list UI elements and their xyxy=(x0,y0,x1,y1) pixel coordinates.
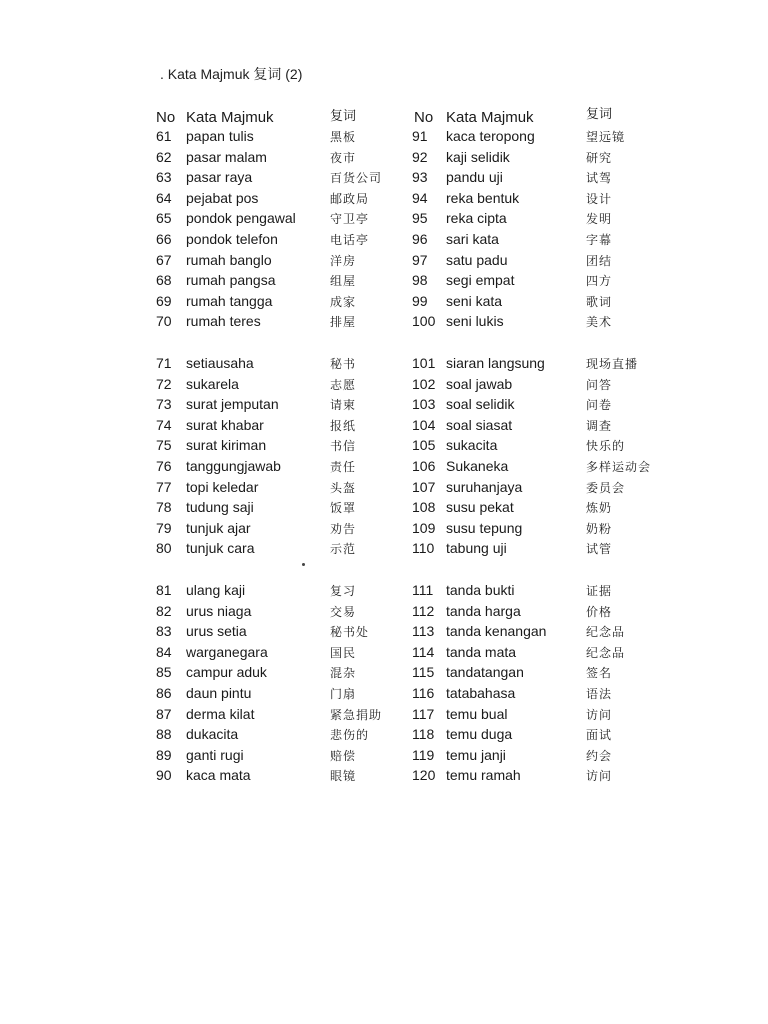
chinese-translation: 奶粉 xyxy=(586,521,613,536)
row-number: 62 xyxy=(156,148,172,165)
malay-compound-word: temu duga xyxy=(446,726,513,743)
table-row xyxy=(156,706,396,726)
malay-compound-word: soal selidik xyxy=(446,396,515,413)
malay-compound-word: daun pintu xyxy=(186,685,252,701)
row-number: 92 xyxy=(412,148,428,165)
row-number: 116 xyxy=(412,685,435,701)
chinese-translation: 成家 xyxy=(330,294,357,309)
row-number: 104 xyxy=(412,416,436,433)
chinese-translation: 现场直播 xyxy=(586,357,639,371)
malay-compound-word: kaji selidik xyxy=(446,148,510,165)
malay-compound-word: temu janji xyxy=(446,746,506,763)
chinese-translation: 多样运动会 xyxy=(586,460,652,474)
table-row xyxy=(156,190,396,210)
header-word-right: Kata Majmuk xyxy=(446,109,534,126)
malay-compound-word: tudung saji xyxy=(186,499,254,516)
row-number: 100 xyxy=(412,313,436,330)
malay-compound-word: sukacita xyxy=(446,437,498,454)
malay-compound-word: segi empat xyxy=(446,272,515,289)
malay-compound-word: soal siasat xyxy=(446,416,513,433)
chinese-translation: 面试 xyxy=(586,728,613,743)
chinese-translation: 设计 xyxy=(586,191,613,206)
row-number: 74 xyxy=(156,416,172,433)
malay-compound-word: rumah tangga xyxy=(186,292,273,309)
table-row xyxy=(156,272,396,292)
row-number: 87 xyxy=(156,705,172,722)
malay-compound-word: tanda bukti xyxy=(446,582,515,598)
table-row xyxy=(412,623,662,643)
chinese-translation: 团结 xyxy=(586,253,613,268)
malay-compound-word: tanda kenangan xyxy=(446,623,547,640)
table-row xyxy=(156,664,396,684)
malay-compound-word: topi keledar xyxy=(186,478,259,495)
table-row xyxy=(412,458,662,478)
malay-compound-word: surat khabar xyxy=(186,416,264,433)
row-number: 69 xyxy=(156,292,172,309)
table-row xyxy=(412,706,662,726)
page-title: . Kata Majmuk 复词 (2) xyxy=(160,66,303,82)
table-row xyxy=(412,293,662,313)
malay-compound-word: urus niaga xyxy=(186,602,252,619)
row-number: 110 xyxy=(412,540,435,557)
row-number: 93 xyxy=(412,169,428,186)
malay-compound-word: pasar malam xyxy=(186,148,267,165)
chinese-translation: 悲伤的 xyxy=(330,728,370,743)
table-row xyxy=(412,417,662,437)
chinese-translation: 百货公司 xyxy=(330,171,383,186)
table-row xyxy=(412,479,662,499)
table-row xyxy=(412,355,662,375)
row-number: 118 xyxy=(412,726,435,743)
row-number: 90 xyxy=(156,767,172,784)
chinese-translation: 黑板 xyxy=(330,130,357,144)
table-row xyxy=(156,685,396,705)
row-number: 108 xyxy=(412,499,436,516)
row-number: 61 xyxy=(156,128,172,144)
table-row xyxy=(412,190,662,210)
table-row xyxy=(156,747,396,767)
malay-compound-word: satu padu xyxy=(446,251,508,268)
malay-compound-word: derma kilat xyxy=(186,705,255,722)
row-number: 64 xyxy=(156,189,172,206)
row-number: 63 xyxy=(156,169,172,186)
malay-compound-word: dukacita xyxy=(186,726,239,743)
table-row xyxy=(156,644,396,664)
chinese-translation: 发明 xyxy=(586,212,613,227)
table-row xyxy=(412,747,662,767)
malay-compound-word: seni kata xyxy=(446,292,503,309)
row-number: 67 xyxy=(156,251,172,268)
row-number: 111 xyxy=(412,582,434,598)
table-row xyxy=(412,767,662,787)
malay-compound-word: ulang kaji xyxy=(186,582,246,598)
table-row xyxy=(156,437,396,457)
malay-compound-word: setiausaha xyxy=(186,355,254,371)
table-row xyxy=(412,582,662,602)
chinese-translation: 紧急捐助 xyxy=(330,707,383,722)
table-row xyxy=(156,458,396,478)
header-cn-left: 复词 xyxy=(330,108,357,123)
malay-compound-word: campur aduk xyxy=(186,664,267,681)
malay-compound-word: tanda harga xyxy=(446,602,521,619)
chinese-translation: 志愿 xyxy=(330,377,357,392)
malay-compound-word: papan tulis xyxy=(186,128,254,144)
row-number: 71 xyxy=(156,355,172,371)
chinese-translation: 书信 xyxy=(330,439,357,454)
chinese-translation: 研究 xyxy=(586,150,613,165)
row-number: 113 xyxy=(412,623,435,640)
malay-compound-word: rumah pangsa xyxy=(186,272,276,289)
chinese-translation: 价格 xyxy=(586,604,613,619)
row-number: 95 xyxy=(412,210,428,227)
row-number: 98 xyxy=(412,272,428,289)
chinese-translation: 调查 xyxy=(586,418,613,433)
malay-compound-word: pondok pengawal xyxy=(186,210,296,227)
malay-compound-word: pasar raya xyxy=(186,169,253,186)
table-row xyxy=(156,293,396,313)
chinese-translation: 请柬 xyxy=(330,398,357,413)
table-row xyxy=(412,128,662,148)
table-row xyxy=(156,169,396,189)
row-number: 65 xyxy=(156,210,172,227)
chinese-translation: 证据 xyxy=(586,584,613,598)
chinese-translation: 快乐的 xyxy=(586,439,626,454)
malay-compound-word: pejabat pos xyxy=(186,189,259,206)
row-number: 88 xyxy=(156,726,172,743)
table-row xyxy=(156,520,396,540)
malay-compound-word: urus setia xyxy=(186,623,247,640)
malay-compound-word: warganegara xyxy=(186,643,268,660)
row-number: 72 xyxy=(156,375,172,392)
table-row xyxy=(156,603,396,623)
malay-compound-word: sukarela xyxy=(186,375,239,392)
chinese-translation: 报纸 xyxy=(330,418,357,433)
chinese-translation: 访问 xyxy=(586,769,613,784)
malay-compound-word: tatabahasa xyxy=(446,685,516,701)
table-row xyxy=(156,128,396,148)
row-number: 115 xyxy=(412,664,435,681)
table-row xyxy=(156,396,396,416)
malay-compound-word: temu ramah xyxy=(446,767,521,784)
row-number: 120 xyxy=(412,767,436,784)
chinese-translation: 眼镜 xyxy=(330,769,357,784)
row-number: 107 xyxy=(412,478,436,495)
table-row xyxy=(156,313,396,333)
malay-compound-word: tunjuk cara xyxy=(186,540,255,557)
table-row xyxy=(156,376,396,396)
row-number: 75 xyxy=(156,437,172,454)
row-number: 80 xyxy=(156,540,172,557)
table-row xyxy=(412,520,662,540)
header-no-right: No xyxy=(414,109,434,126)
chinese-translation: 夜市 xyxy=(330,150,357,165)
malay-compound-word: tandatangan xyxy=(446,664,524,681)
chinese-translation: 语法 xyxy=(586,687,613,701)
malay-compound-word: sari kata xyxy=(446,231,499,247)
row-number: 103 xyxy=(412,396,436,413)
chinese-translation: 劝告 xyxy=(330,521,357,536)
malay-compound-word: tunjuk ajar xyxy=(186,519,251,536)
malay-compound-word: surat kiriman xyxy=(186,437,267,454)
row-number: 85 xyxy=(156,664,172,681)
chinese-translation: 问卷 xyxy=(586,398,613,413)
malay-compound-word: soal jawab xyxy=(446,375,513,392)
malay-compound-word: temu bual xyxy=(446,705,508,722)
table-row xyxy=(412,252,662,272)
chinese-translation: 炼奶 xyxy=(586,501,613,516)
row-number: 68 xyxy=(156,272,172,289)
table-row xyxy=(412,272,662,292)
malay-compound-word: surat jemputan xyxy=(186,396,279,413)
malay-compound-word: reka cipta xyxy=(446,210,507,227)
table-row xyxy=(412,149,662,169)
chinese-translation: 邮政局 xyxy=(330,191,370,206)
row-number: 109 xyxy=(412,519,436,536)
chinese-translation: 门扇 xyxy=(330,687,357,701)
chinese-translation: 电话亭 xyxy=(330,233,370,247)
chinese-translation: 问答 xyxy=(586,377,613,392)
table-row xyxy=(156,623,396,643)
malay-compound-word: tabung uji xyxy=(446,540,507,557)
chinese-translation: 秘书 xyxy=(330,357,357,371)
chinese-translation: 纪念品 xyxy=(586,645,626,660)
table-row xyxy=(156,499,396,519)
row-number: 119 xyxy=(412,746,435,763)
table-row xyxy=(412,210,662,230)
chinese-translation: 饭罩 xyxy=(330,501,357,516)
malay-compound-word: Sukaneka xyxy=(446,458,509,474)
table-row xyxy=(156,149,396,169)
row-number: 102 xyxy=(412,375,436,392)
table-row xyxy=(412,499,662,519)
malay-compound-word: seni lukis xyxy=(446,313,504,330)
malay-compound-word: pondok telefon xyxy=(186,231,278,247)
chinese-translation: 排屋 xyxy=(330,315,357,330)
chinese-translation: 守卫亭 xyxy=(330,212,370,227)
chinese-translation: 混杂 xyxy=(330,666,357,681)
table-row xyxy=(156,210,396,230)
chinese-translation: 组屋 xyxy=(330,274,357,289)
row-number: 106 xyxy=(412,458,436,474)
row-number: 86 xyxy=(156,685,172,701)
row-number: 105 xyxy=(412,437,436,454)
row-number: 112 xyxy=(412,602,435,619)
chinese-translation: 交易 xyxy=(330,604,357,619)
malay-compound-word: kaca mata xyxy=(186,767,251,784)
chinese-translation: 纪念品 xyxy=(586,625,626,640)
chinese-translation: 委员会 xyxy=(586,480,626,495)
malay-compound-word: tanda mata xyxy=(446,643,517,660)
chinese-translation: 头盔 xyxy=(330,480,357,495)
row-number: 77 xyxy=(156,478,172,495)
table-row xyxy=(412,231,662,251)
table-row xyxy=(412,437,662,457)
malay-compound-word: pandu uji xyxy=(446,169,503,186)
row-number: 70 xyxy=(156,313,172,330)
row-number: 101 xyxy=(412,355,436,371)
malay-compound-word: susu pekat xyxy=(446,499,514,516)
row-number: 114 xyxy=(412,643,435,660)
table-row xyxy=(412,644,662,664)
table-row xyxy=(412,685,662,705)
row-number: 82 xyxy=(156,602,172,619)
chinese-translation: 歌词 xyxy=(586,294,613,309)
chinese-translation: 洋房 xyxy=(330,253,357,268)
malay-compound-word: suruhanjaya xyxy=(446,478,523,495)
malay-compound-word: rumah banglo xyxy=(186,251,272,268)
chinese-translation: 美术 xyxy=(586,315,613,330)
malay-compound-word: kaca teropong xyxy=(446,128,535,144)
row-number: 99 xyxy=(412,292,428,309)
malay-compound-word: tanggungjawab xyxy=(186,458,281,474)
row-number: 84 xyxy=(156,643,172,660)
table-row xyxy=(156,355,396,375)
row-number: 83 xyxy=(156,623,172,640)
chinese-translation: 试驾 xyxy=(586,171,613,186)
row-number: 66 xyxy=(156,231,172,247)
chinese-translation: 责任 xyxy=(330,460,357,474)
chinese-translation: 签名 xyxy=(586,666,613,681)
table-row xyxy=(156,726,396,746)
table-row xyxy=(156,582,396,602)
malay-compound-word: reka bentuk xyxy=(446,189,520,206)
stray-dot xyxy=(302,563,305,566)
header-word-left: Kata Majmuk xyxy=(186,109,274,126)
chinese-translation: 示范 xyxy=(330,542,357,557)
table-row xyxy=(412,726,662,746)
table-row xyxy=(156,417,396,437)
malay-compound-word: susu tepung xyxy=(446,519,523,536)
chinese-translation: 访问 xyxy=(586,707,613,722)
malay-compound-word: siaran langsung xyxy=(446,355,545,371)
table-row xyxy=(412,603,662,623)
chinese-translation: 国民 xyxy=(330,645,357,660)
table-row xyxy=(412,376,662,396)
chinese-translation: 约会 xyxy=(586,748,613,763)
row-number: 73 xyxy=(156,396,172,413)
chinese-translation: 秘书处 xyxy=(330,625,370,640)
row-number: 79 xyxy=(156,519,172,536)
table-row xyxy=(156,479,396,499)
table-row xyxy=(412,540,662,560)
header-cn-right: 复词 xyxy=(586,106,613,121)
chinese-translation: 试管 xyxy=(586,542,613,557)
table-row xyxy=(412,313,662,333)
malay-compound-word: ganti rugi xyxy=(186,746,244,763)
header-no-left: No xyxy=(156,109,176,126)
row-number: 78 xyxy=(156,499,172,516)
chinese-translation: 复习 xyxy=(330,584,357,598)
table-row xyxy=(412,396,662,416)
row-number: 97 xyxy=(412,251,428,268)
row-number: 96 xyxy=(412,231,428,247)
chinese-translation: 赔偿 xyxy=(330,748,357,763)
row-number: 117 xyxy=(412,705,435,722)
chinese-translation: 字幕 xyxy=(586,233,613,247)
chinese-translation: 四方 xyxy=(586,274,613,289)
row-number: 76 xyxy=(156,458,172,474)
table-row xyxy=(156,767,396,787)
row-number: 89 xyxy=(156,746,172,763)
row-number: 91 xyxy=(412,128,428,144)
row-number: 81 xyxy=(156,582,172,598)
malay-compound-word: rumah teres xyxy=(186,313,261,330)
table-row xyxy=(412,169,662,189)
chinese-translation: 望远镜 xyxy=(586,130,626,144)
table-row xyxy=(156,231,396,251)
row-number: 94 xyxy=(412,189,428,206)
table-row xyxy=(156,540,396,560)
table-row xyxy=(412,664,662,684)
table-row xyxy=(156,252,396,272)
